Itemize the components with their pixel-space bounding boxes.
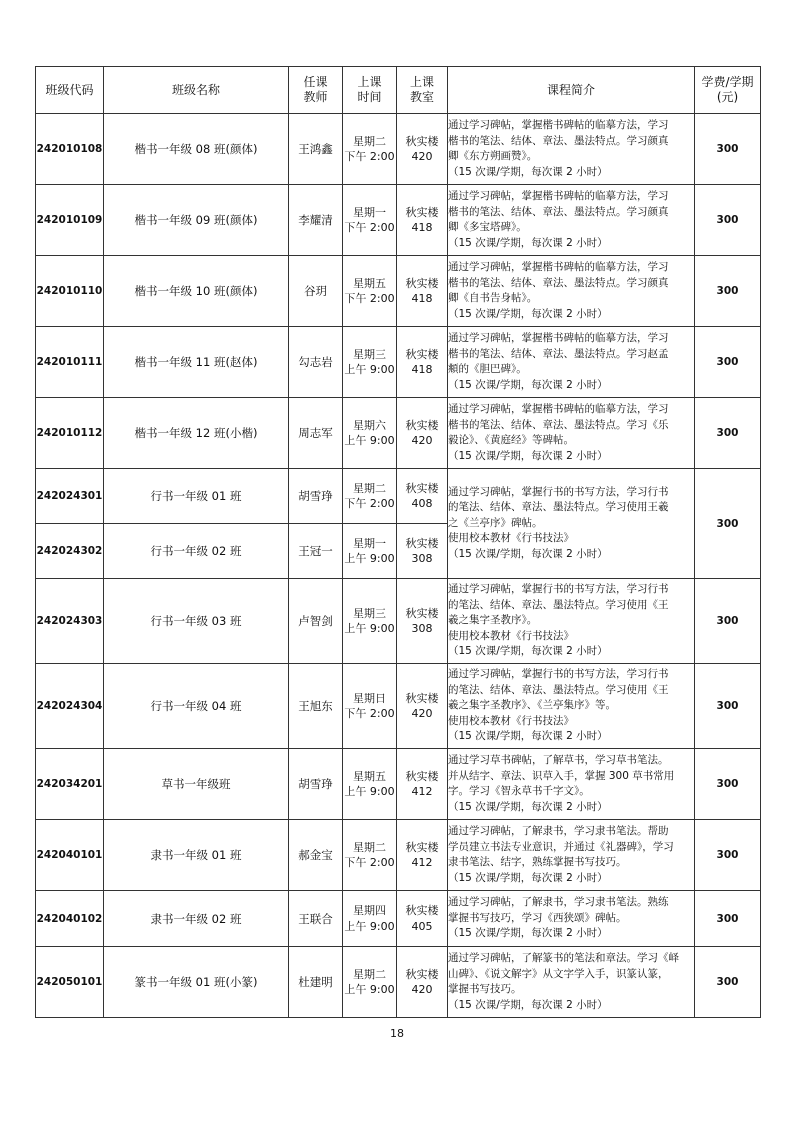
teacher-name: 杜建明 [289,947,343,1018]
course-description: 通过学习碑帖，掌握行书的书写方法，学习行书 的笔法、结体、章法、墨法特点。学习使用《王 羲之集字圣教序》。 使用校本教材《行书技法》 （15 次课/学期，每次课 2 小时） [448,579,695,664]
teacher-name: 郝金宝 [289,820,343,891]
header-description: 课程简介 [448,67,695,114]
course-description: 通过学习碑帖，掌握楷书碑帖的临摹方法，学习 楷书的笔法、结体、章法、墨法特点。学习赵孟 頫的《胆巴碑》。 （15 次课/学期，每次课 2 小时） [448,327,695,398]
classroom: 秋实楼 412 [397,820,448,891]
course-description: 通过学习碑帖，了解隶书，学习隶书笔法。熟练 掌握书写技巧，学习《西狭颂》碑帖。 （15 次课/学期，每次课 2 小时） [448,891,695,947]
classroom: 秋实楼 408 [397,469,448,524]
class-time: 星期五 下午 2:00 [343,256,397,327]
class-code: 242010112 [36,398,104,469]
class-name: 楷书一年级 09 班(颜体) [104,185,289,256]
class-name: 草书一年级班 [104,749,289,820]
class-name: 楷书一年级 10 班(颜体) [104,256,289,327]
tuition-fee: 300 [695,891,761,947]
class-code: 242024304 [36,664,104,749]
header-class-name: 班级名称 [104,67,289,114]
classroom: 秋实楼 420 [397,664,448,749]
course-description: 通过学习碑帖，掌握楷书碑帖的临摹方法，学习 楷书的笔法、结体、章法、墨法特点。学习颜真 卿《东方朔画赞》。 （15 次课/学期，每次课 2 小时） [448,114,695,185]
class-name: 楷书一年级 12 班(小楷) [104,398,289,469]
course-description: 通过学习碑帖，了解隶书，学习隶书笔法。帮助 学员建立书法专业意识，并通过《礼器碑》，学习 隶书笔法、结字，熟练掌握书写技巧。 （15 次课/学期，每次课 2 小时） [448,820,695,891]
header-teacher: 任课 教师 [289,67,343,114]
table-row [36,469,761,524]
header-class-code: 班级代码 [36,67,104,114]
course-description: 通过学习碑帖，了解篆书的笔法和章法。学习《峄 山碑》、《说文解字》从文字学入手，识篆认篆， 掌握书写技巧。 （15 次课/学期，每次课 2 小时） [448,947,695,1018]
class-code: 242024303 [36,579,104,664]
classroom: 秋实楼 420 [397,398,448,469]
class-code: 242034201 [36,749,104,820]
class-time: 星期日 下午 2:00 [343,664,397,749]
class-time: 星期五 上午 9:00 [343,749,397,820]
table-header-row [36,67,761,114]
class-time: 星期六 上午 9:00 [343,398,397,469]
teacher-name: 王旭东 [289,664,343,749]
class-time: 星期二 上午 9:00 [343,947,397,1018]
header-time: 上课 时间 [343,67,397,114]
class-code: 242040101 [36,820,104,891]
class-time: 星期三 上午 9:00 [343,579,397,664]
tuition-fee: 300 [695,185,761,256]
table-row [36,114,761,185]
teacher-name: 王鸿鑫 [289,114,343,185]
class-name: 行书一年级 04 班 [104,664,289,749]
class-name: 行书一年级 02 班 [104,524,289,579]
teacher-name: 王冠一 [289,524,343,579]
classroom: 秋实楼 418 [397,185,448,256]
course-description: 通过学习碑帖，掌握楷书碑帖的临摹方法，学习 楷书的笔法、结体、章法、墨法特点。学习《乐 毅论》、《黄庭经》等碑帖。 （15 次课/学期，每次课 2 小时） [448,398,695,469]
class-time: 星期二 下午 2:00 [343,820,397,891]
class-name: 行书一年级 03 班 [104,579,289,664]
class-name: 楷书一年级 08 班(颜体) [104,114,289,185]
tuition-fee: 300 [695,820,761,891]
header-room: 上课 教室 [397,67,448,114]
table-row [36,891,761,947]
page-number: 18 [390,1027,404,1040]
course-description: 通过学习草书碑帖，了解草书，学习草书笔法。 并从结字、章法、识草入手，掌握 300 草书常用 字。学习《智永草书千字文》。 （15 次课/学期，每次课 2 小时） [448,749,695,820]
class-time: 星期四 上午 9:00 [343,891,397,947]
teacher-name: 王联合 [289,891,343,947]
class-code: 242010108 [36,114,104,185]
table-row [36,185,761,256]
classroom: 秋实楼 308 [397,524,448,579]
table-row [36,749,761,820]
tuition-fee: 300 [695,398,761,469]
class-time: 星期三 上午 9:00 [343,327,397,398]
table-row [36,327,761,398]
teacher-name: 卢智剑 [289,579,343,664]
class-name: 楷书一年级 11 班(赵体) [104,327,289,398]
class-time: 星期一 上午 9:00 [343,524,397,579]
table-row [36,579,761,664]
tuition-fee: 300 [695,256,761,327]
tuition-fee: 300 [695,664,761,749]
classroom: 秋实楼 420 [397,947,448,1018]
course-description: 通过学习碑帖，掌握楷书碑帖的临摹方法，学习 楷书的笔法、结体、章法、墨法特点。学习颜真 卿《多宝塔碑》。 （15 次课/学期，每次课 2 小时） [448,185,695,256]
course-description: 通过学习碑帖，掌握行书的书写方法，学习行书 的笔法、结体、章法、墨法特点。学习使用《王 羲之集字圣教序》、《兰亭集序》等。 使用校本教材《行书技法》 （15 次课/学期，每次课 2 小时） [448,664,695,749]
class-time: 星期一 下午 2:00 [343,185,397,256]
tuition-fee: 300 [695,327,761,398]
course-description-merged: 通过学习碑帖，掌握行书的书写方法，学习行书 的笔法、结体、章法、墨法特点。学习使用王羲 之《兰亭序》碑帖。 使用校本教材《行书技法》 （15 次课/学期，每次课 2 小时） [448,469,695,579]
table-row [36,820,761,891]
class-code: 242050101 [36,947,104,1018]
classroom: 秋实楼 418 [397,327,448,398]
course-description: 通过学习碑帖，掌握楷书碑帖的临摹方法，学习 楷书的笔法、结体、章法、墨法特点。学习颜真 卿《自书告身帖》。 （15 次课/学期，每次课 2 小时） [448,256,695,327]
classroom: 秋实楼 418 [397,256,448,327]
class-code: 242010110 [36,256,104,327]
classroom: 秋实楼 420 [397,114,448,185]
teacher-name: 胡雪琤 [289,749,343,820]
tuition-fee-merged: 300 [695,469,761,579]
table-row [36,398,761,469]
class-code: 242040102 [36,891,104,947]
class-name: 篆书一年级 01 班(小篆) [104,947,289,1018]
tuition-fee: 300 [695,114,761,185]
class-name: 隶书一年级 02 班 [104,891,289,947]
tuition-fee: 300 [695,579,761,664]
class-code: 242024301 [36,469,104,524]
class-time: 星期二 下午 2:00 [343,469,397,524]
class-code: 242024302 [36,524,104,579]
classroom: 秋实楼 405 [397,891,448,947]
teacher-name: 周志军 [289,398,343,469]
class-code: 242010109 [36,185,104,256]
teacher-name: 勾志岩 [289,327,343,398]
table-row [36,256,761,327]
class-name: 隶书一年级 01 班 [104,820,289,891]
classroom: 秋实楼 308 [397,579,448,664]
tuition-fee: 300 [695,947,761,1018]
table-row [36,947,761,1018]
teacher-name: 李耀清 [289,185,343,256]
teacher-name: 谷玥 [289,256,343,327]
class-name: 行书一年级 01 班 [104,469,289,524]
class-time: 星期二 下午 2:00 [343,114,397,185]
course-table [35,66,761,1018]
classroom: 秋实楼 412 [397,749,448,820]
tuition-fee: 300 [695,749,761,820]
class-code: 242010111 [36,327,104,398]
teacher-name: 胡雪琤 [289,469,343,524]
header-fee: 学费/学期 (元) [695,67,761,114]
table-row [36,664,761,749]
